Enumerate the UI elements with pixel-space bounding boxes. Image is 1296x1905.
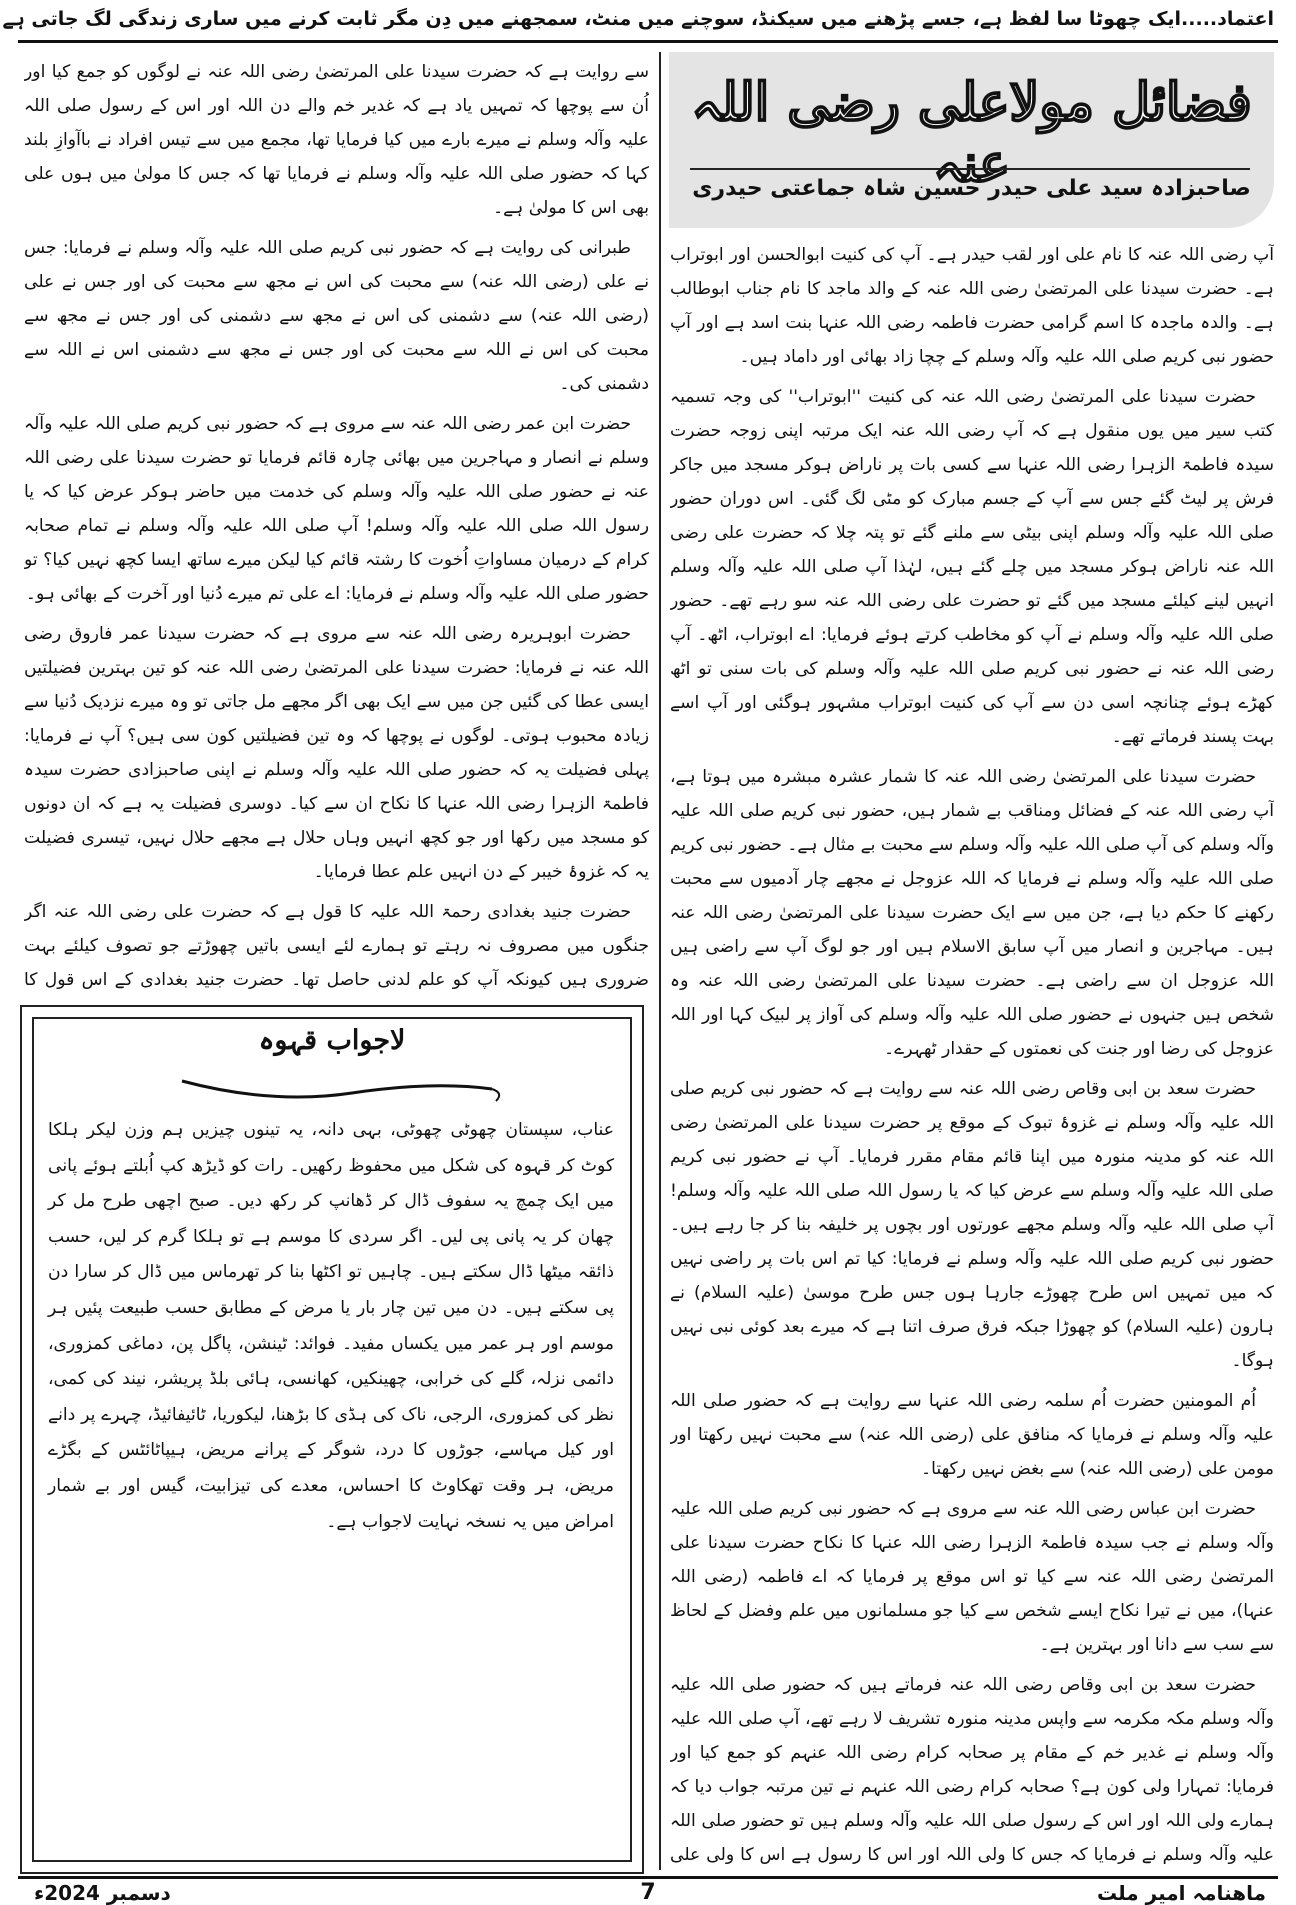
magazine-name: ماھنامہ امیر ملت <box>1096 1881 1266 1905</box>
page-number: 7 <box>640 1880 656 1905</box>
left-column <box>24 55 649 995</box>
paragraph: حضرت ابن عمر رضی اللہ عنہ سے مروی ہے کہ حضور نبی کریم صلی اللہ علیہ وآلہ وسلم نے انصار و مہاجرین میں بھائی چارہ قائم فرمایا تو حضرت سیدنا علی رضی اللہ عنہ نے حضور صلی اللہ علیہ وآلہ وسلم کی خدمت میں حاضر ہوکر عرض کیا کہ یا رسول اللہ صلی اللہ علیہ وآلہ وسلم! آپ صلی اللہ علیہ وآلہ وسلم نے تمام صحابہ کرام کے درمیان مساواتِ اُخوت کا رشتہ قائم کیا لیکن میرے ساتھ ایسا کچھ نہیں کیا؟ تو حضور صلی اللہ علیہ وآلہ وسلم نے فرمایا: اے علی تم میرے دُنیا اور آخرت کے بھائی ہو۔ <box>24 414 649 604</box>
sidebar-text: عناب، سپستان چھوٹی چھوٹی، بہی دانہ، یہ تینوں چیزیں ہم وزن لیکر ہلکا کوٹ کر قہوہ کی شکل میں محفوظ رکھیں۔ رات کو ڈیڑھ کپ اُبلتے ہوئے پانی میں ایک چمچ یہ سفوف ڈال کر ڈھانپ کر رکھ دیں۔ صبح اچھی طرح مل کر چھان کر یہ پانی پی لیں۔ اگر سردی کا موسم ہے تو ہلکا گرم کر لیں، حسب ذائقہ میٹھا ڈال سکتے ہیں۔ چاہیں تو اکٹھا بنا کر تھرماس میں ڈال کر سارا دن پی سکتے ہیں۔ دن میں تین چار بار یا مرض کے مطابق حسب طبیعت پئیں ہر موسم اور ہر عمر میں یکساں مفید۔ فوائد: ٹینشن، پاگل پن، دماغی کمزوری، دائمی نزلہ، گلے کی خرابی، چھینکیں، کھانسی، ہائی بلڈ پریشر، نیند کی کمی، نظر کی کمزوری، الرجی، ناک کی ہڈی کا بڑھنا، لیکوریا، ٹائیفائیڈ، چہرے پر دانے اور کیل مہاسے، جوڑوں کا درد، شوگر کے پرانے مریض، ہیپاٹائٹس کے بگڑے مریض، ہر وقت تھکاوٹ کا احساس، معدے کی تیزابیت، گیس اور بے شمار امراض میں یہ نسخہ نہایت لاجواب ہے۔ <box>48 1120 614 1532</box>
paragraph: سے روایت ہے کہ حضرت سیدنا علی المرتضیٰ رضی اللہ عنہ نے لوگوں کو جمع کیا اور اُن سے پوچھا کہ تمہیں یاد ہے کہ غدیر خم والے دن اللہ اور اس کے رسول صلی اللہ علیہ وآلہ وسلم نے میرے بارے میں کیا فرمایا تھا، مجمع میں سے تیس افراد نے باآوازِ بلند کہا کہ حضور صلی اللہ علیہ وآلہ وسلم نے فرمایا تھا کہ جس کا مولیٰ میں ہوں علی بھی اس کا مولیٰ ہے۔ <box>24 62 649 218</box>
footer-bar <box>0 1872 1296 1904</box>
paragraph: حضرت سیدنا علی المرتضیٰ رضی اللہ عنہ کی کنیت ''ابوتراب'' کی وجہ تسمیہ کتب سیر میں یوں منقول ہے کہ آپ رضی اللہ عنہ ایک مرتبہ اپنی زوجہ حضرت سیدہ فاطمۃ الزہرا رضی اللہ عنہا سے کسی بات پر ناراض ہوکر مسجد میں جاکر فرش پر لیٹ گئے جس سے آپ کے جسم مبارک کو مٹی لگ گئی۔ اس دوران حضور صلی اللہ علیہ وآلہ وسلم اپنی بیٹی سے ملنے گئے تو پتہ چلا کہ حضرت علی رضی اللہ عنہ ناراض ہوکر مسجد میں چلے گئے ہیں، لہٰذا آپ صلی اللہ علیہ وآلہ وسلم انہیں لینے کیلئے مسجد میں گئے تو حضرت علی رضی اللہ عنہ سو رہے تھے۔ حضور صلی اللہ علیہ وآلہ وسلم نے آپ کو مخاطب کرتے ہوئے فرمایا: اے ابوتراب، اٹھ۔ آپ رضی اللہ عنہ نے حضور نبی کریم صلی اللہ علیہ وآلہ وسلم کی بات سنی تو اٹھ کھڑے ہوئے چنانچہ اسی دن سے آپ کی کنیت ابوتراب مشہور ہوگئی اور آپ اسے بہت پسند فرماتے تھے۔ <box>670 387 1274 747</box>
footer-rule <box>18 1876 1278 1879</box>
header-bar <box>0 0 1296 48</box>
paragraph: اُم المومنین حضرت اُم سلمہ رضی اللہ عنہا سے روایت ہے کہ حضور صلی اللہ علیہ وآلہ وسلم نے فرمایا کہ منافق علی (رضی اللہ عنہ) سے محبت نہیں رکھتا اور مومن علی (رضی اللہ عنہ) سے بغض نہیں رکھتا۔ <box>670 1391 1274 1479</box>
paragraph: آپ رضی اللہ عنہ کا نام علی اور لقب حیدر ہے۔ آپ کی کنیت ابوالحسن اور ابوتراب ہے۔ حضرت سیدنا علی المرتضیٰ رضی اللہ عنہ کے والد ماجد کا نام جناب ابوطالب ہے۔ والدہ ماجدہ کا اسم گرامی حضرت فاطمہ رضی اللہ عنہا بنت اسد ہے اور آپ حضور نبی کریم صلی اللہ علیہ وآلہ وسلم کے چچا زاد بھائی اور داماد ہیں۔ <box>670 245 1274 367</box>
paragraph: حضرت سعد بن ابی وقاص رضی اللہ عنہ فرماتے ہیں کہ حضور صلی اللہ علیہ وآلہ وسلم مکہ مکرمہ سے واپس مدینہ منورہ تشریف لا رہے تھے، آپ صلی اللہ علیہ وآلہ وسلم نے غدیر خم کے مقام پر صحابہ کرام رضی اللہ عنہم کو جمع کیا اور فرمایا: تمہارا ولی کون ہے؟ صحابہ کرام رضی اللہ عنہم نے تین مرتبہ جواب دیا کہ ہمارے ولی اللہ اور اس کے رسول صلی اللہ علیہ وآلہ وسلم ہیں تو حضور صلی اللہ علیہ وآلہ وسلم نے فرمایا کہ جس کا ولی اللہ اور اس کا رسول ہے اس کا ولی علی <box>670 1675 1274 1865</box>
sidebar-title: لاجواب قہوہ <box>258 1025 406 1056</box>
right-column <box>670 238 1274 1873</box>
paragraph: حضرت ابن عباس رضی اللہ عنہ سے مروی ہے کہ حضور نبی کریم صلی اللہ علیہ وآلہ وسلم نے جب سیدہ فاطمۃ الزہرا رضی اللہ عنہا کا نکاح حضرت سیدنا علی المرتضیٰ رضی اللہ عنہ سے کیا تو اس موقع پر فرمایا کہ اے فاطمہ (رضی اللہ عنہا)، میں نے تیرا نکاح ایسے شخص سے کیا جو مسلمانوں میں علم وفضل کے لحاظ سے سب سے دانا اور بہترین ہے۔ <box>670 1499 1274 1655</box>
article-title: فضائل مولاعلی رضی اللہ عنہ <box>691 72 1252 194</box>
column-divider <box>659 52 661 1870</box>
sidebar-box <box>20 1005 644 1874</box>
title-rule <box>690 168 1250 170</box>
article-author: صاحبزادہ سید علی حیدر حسین شاہ جماعتی حیدری <box>692 176 1251 201</box>
title-swash-ornament <box>22 1071 642 1111</box>
paragraph: طبرانی کی روایت ہے کہ حضور نبی کریم صلی اللہ علیہ وآلہ وسلم نے فرمایا: جس نے علی (رضی اللہ عنہ) سے محبت کی اس نے مجھ سے محبت کی اور جس نے علی (رضی اللہ عنہ) سے دشمنی کی اس نے مجھ سے دشمنی کی اور جس نے مجھ سے محبت کی اس نے اللہ سے محبت کی اور جس نے مجھ سے دشمنی اس نے اللہ سے دشمنی کی۔ <box>24 238 649 394</box>
header-quote: اعتماد.....ایک چھوٹا سا لفظ ہے، جسے پڑھنے میں سیکنڈ، سوچنے میں منٹ، سمجھنے میں دِن مگر ثابت کرنے میں ساری زندگی لگ جاتی ہے <box>2 8 1274 30</box>
paragraph: حضرت سعد بن ابی وقاص رضی اللہ عنہ سے روایت ہے کہ حضور نبی کریم صلی اللہ علیہ وآلہ وسلم نے غزوۂ تبوک کے موقع پر حضرت سیدنا علی المرتضیٰ رضی اللہ عنہ کو مدینہ منورہ میں اپنا قائم مقام مقرر فرمایا۔ آپ نے حضور نبی کریم صلی اللہ علیہ وآلہ وسلم سے عرض کیا کہ یا رسول اللہ صلی اللہ علیہ وآلہ وسلم! آپ صلی اللہ علیہ وآلہ وسلم مجھے عورتوں اور بچوں پر خلیفہ بنا کر جا رہے ہیں۔ حضور نبی کریم صلی اللہ علیہ وآلہ وسلم نے فرمایا: کیا تم اس بات پر راضی نہیں کہ میں تمہیں اس طرح چھوڑے جارہا ہوں جس طرح موسیٰ (علیہ السلام) نے ہارون (علیہ السلام) کو چھوڑا جبکہ فرق صرف اتنا ہے کہ میرے بعد کوئی نبی نہیں ہوگا۔ <box>670 1079 1274 1371</box>
paragraph: حضرت سیدنا علی المرتضیٰ رضی اللہ عنہ کا شمار عشرہ مبشرہ میں ہوتا ہے، آپ رضی اللہ عنہ کے فضائل ومناقب بے شمار ہیں، حضور نبی کریم صلی اللہ علیہ وآلہ وسلم کی آپ صلی اللہ علیہ وآلہ وسلم سے محبت بے مثال ہے۔ حضور نبی کریم صلی اللہ علیہ وآلہ وسلم نے فرمایا کہ اللہ عزوجل نے مجھے چار آدمیوں سے محبت رکھنے کا حکم دیا ہے، جن میں سے ایک حضرت سیدنا علی المرتضیٰ رضی اللہ عنہ ہیں۔ مہاجرین و انصار میں آپ سابق الاسلام ہیں اور جو لوگ آپ سے راضی ہیں اللہ عزوجل ان سے راضی ہے۔ حضرت سیدنا علی المرتضیٰ رضی اللہ عنہ وہ شخص ہیں جنہوں نے حضور صلی اللہ علیہ وآلہ وسلم کی آواز پر لبیک کہا اور اللہ عزوجل کی رضا اور جنت کی نعمتوں کے حقدار ٹھہرے۔ <box>670 767 1274 1059</box>
header-rule <box>18 40 1278 43</box>
issue-date: دسمبر 2024ء <box>34 1881 171 1905</box>
paragraph: حضرت جنید بغدادی رحمۃ اللہ علیہ کا قول ہے کہ حضرت علی رضی اللہ عنہ اگر جنگوں میں مصروف نہ رہتے تو ہمارے لئے ایسی باتیں چھوڑتے جو تصوف کیلئے بہت ضروری ہیں کیونکہ آپ کو علم لدنی حاصل تھا۔ حضرت جنید بغدادی کے اس قول کا <box>24 902 649 990</box>
paragraph: حضرت ابوہریرہ رضی اللہ عنہ سے مروی ہے کہ حضرت سیدنا عمر فاروق رضی اللہ عنہ نے فرمایا: حضرت سیدنا علی المرتضیٰ رضی اللہ عنہ کو تین بہترین فضیلتیں ایسی عطا کی گئیں جن میں سے ایک بھی اگر مجھے مل جاتی تو وہ میرے نزدیک دُنیا سے زیادہ محبوب ہوتی۔ لوگوں نے پوچھا کہ وہ تین فضیلتیں کون سی ہیں؟ آپ نے فرمایا: پہلی فضیلت یہ کہ حضور صلی اللہ علیہ وآلہ وسلم نے اپنی صاحبزادی حضرت سیدہ فاطمۃ الزہرا رضی اللہ عنہا کا نکاح ان سے کیا۔ دوسری فضیلت یہ ہے کہ ان دونوں کو مسجد میں رکھا اور جو کچھ انہیں وہاں حلال ہے مجھے حلال نہیں، تیسری فضیلت یہ کہ غزوۂ خیبر کے دن انہیں علم عطا فرمایا۔ <box>24 624 649 882</box>
